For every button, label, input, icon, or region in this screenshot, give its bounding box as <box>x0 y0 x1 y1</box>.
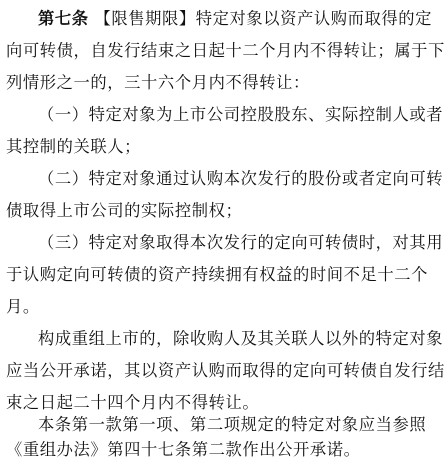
paragraph-line: 束之日起二十四个月内不得转让。 <box>6 393 260 412</box>
paragraph-line: 本条第一款第一项、第二项规定的特定对象应当参照 <box>38 415 427 434</box>
paragraph-line: 月。 <box>6 297 40 316</box>
paragraph-line: 债取得上市公司的实际控制权； <box>6 201 243 220</box>
paragraph-line <box>38 5 432 33</box>
paragraph-line: 于认购定向可转债的资产持续拥有权益的时间不足十二个 <box>6 265 429 284</box>
paragraph-line: （二）特定对象通过认购本次发行的股份或者定向可转 <box>38 169 444 188</box>
article-label: 第七条 <box>38 9 89 28</box>
paragraph-line: 《重组办法》第四十七条第二款作出公开承诺。 <box>6 440 361 459</box>
paragraph-line: 其控制的关联人； <box>6 137 142 156</box>
paragraph-line: （一）特定对象为上市公司控股股东、实际控制人或者 <box>38 105 444 124</box>
paragraph-line: 应当公开承诺，其以资产认购而取得的定向可转债自发行结 <box>6 361 445 380</box>
paragraph-line: （三）特定对象取得本次发行的定向可转债时，对其用 <box>38 233 444 252</box>
line-text: 【限售期限】特定对象以资产认购而取得的定 <box>94 9 433 28</box>
paragraph-line: 列情形之一的，三十六个月内不得转让： <box>6 73 310 92</box>
paragraph-line: 构成重组上市的，除收购人及其关联人以外的特定对象 <box>38 329 444 348</box>
paragraph-line: 向可转债，自发行结束之日起十二个月内不得转让；属于下 <box>6 41 445 60</box>
